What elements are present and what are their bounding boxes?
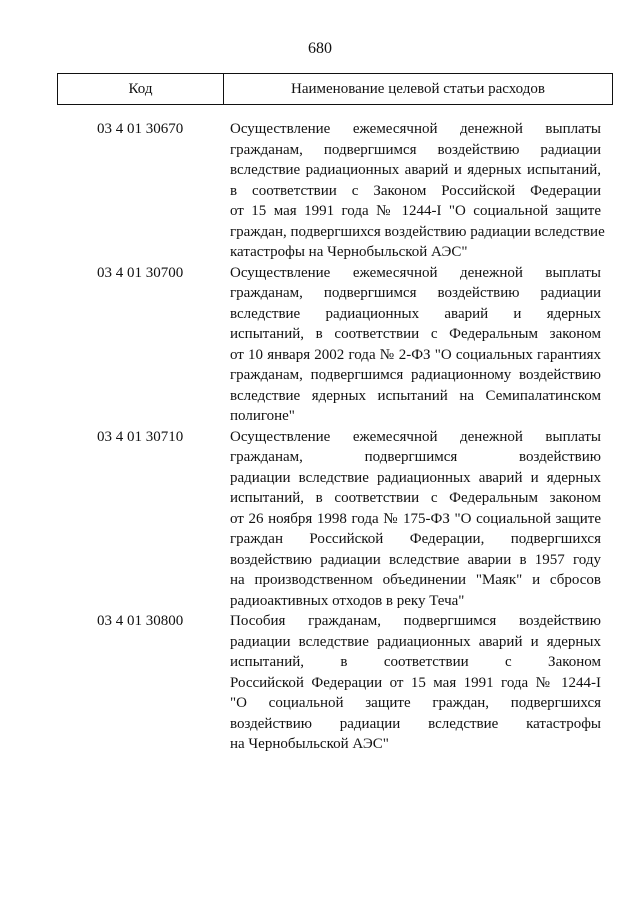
row-description [230,263,601,427]
description-line: в соответствии с Законом Российской Федерации [230,182,601,199]
description-line: гражданам, подвергшимся воздействию радиации [230,285,601,301]
description-line: вследствие ядерных испытаний на Семипалатинском [230,387,601,404]
description-line: испытаний, в соответствии с Федеральным законом [230,326,601,342]
page-number: 680 [308,40,332,57]
description-line: от 26 ноября 1998 года № 175-ФЗ "О социальной защите [230,510,601,527]
description-line: от 15 мая 1991 года № 1244-I "О социальной защите [230,203,601,219]
table-row [0,611,640,755]
header-code: Код [58,74,224,104]
description-line: Пособия гражданам, подвергшимся воздействию [230,613,601,629]
description-line: на Чернобыльской АЭС" [230,736,389,752]
row-code: 03 4 01 30710 [97,428,184,445]
description-line: радиоактивных отходов в реку Теча" [230,592,465,609]
header-name: Наименование целевой статьи расходов [291,80,545,97]
description-line: на производственном объединении "Маяк" и сбросов [230,572,601,588]
description-line: Осуществление ежемесячной денежной выплаты [230,121,601,137]
description-line: испытаний, в соответствии с Законом [230,654,601,670]
description-line: вследствие радиационных аварий и ядерных испытаний, [230,162,601,178]
description-line: граждан, подвергшихся воздействию радиации вследствие [230,223,605,240]
table-body [0,119,640,755]
description-line: Осуществление ежемесячной денежной выплаты [230,428,601,445]
description-line: испытаний, в соответствии с Федеральным законом [230,490,601,506]
row-code: 03 4 01 30700 [97,264,184,281]
row-description [230,611,601,755]
description-line: Российской Федерации от 15 мая 1991 года № 1244-I [230,674,601,691]
description-line: гражданам, подвергшимся воздействию радиации [230,141,601,158]
description-line: воздействию радиации вследствие аварии в 1957 году [230,551,601,568]
table-row [0,119,640,263]
description-line: гражданам, подвергшимся воздействию [230,449,601,465]
description-line: радиации вследствие радиационных аварий и ядерных [230,633,601,650]
row-description [230,119,605,263]
description-line: граждан Российской Федерации, подвергшихся [230,531,601,547]
description-line: вследствие радиационных аварий и ядерных [230,305,601,322]
table-row [0,427,640,612]
description-line: "О социальной защите граждан, подвергшихся [230,695,601,711]
table-header [57,73,613,105]
row-description [230,427,601,612]
row-code: 03 4 01 30800 [97,613,184,629]
row-code: 03 4 01 30670 [97,121,184,137]
description-line: полигоне" [230,408,295,424]
description-line: гражданам, подвергшимся радиационному воздействию [230,367,601,383]
description-line: Осуществление ежемесячной денежной выплаты [230,264,601,281]
description-line: катастрофы на Чернобыльской АЭС" [230,244,468,260]
table-row [0,263,640,427]
description-line: радиации вследствие радиационных аварий и ядерных [230,469,601,486]
description-line: от 10 января 2002 года № 2-ФЗ "О социальных гарантиях [230,346,601,363]
description-line: воздействию радиации вследствие катастрофы [230,715,601,732]
